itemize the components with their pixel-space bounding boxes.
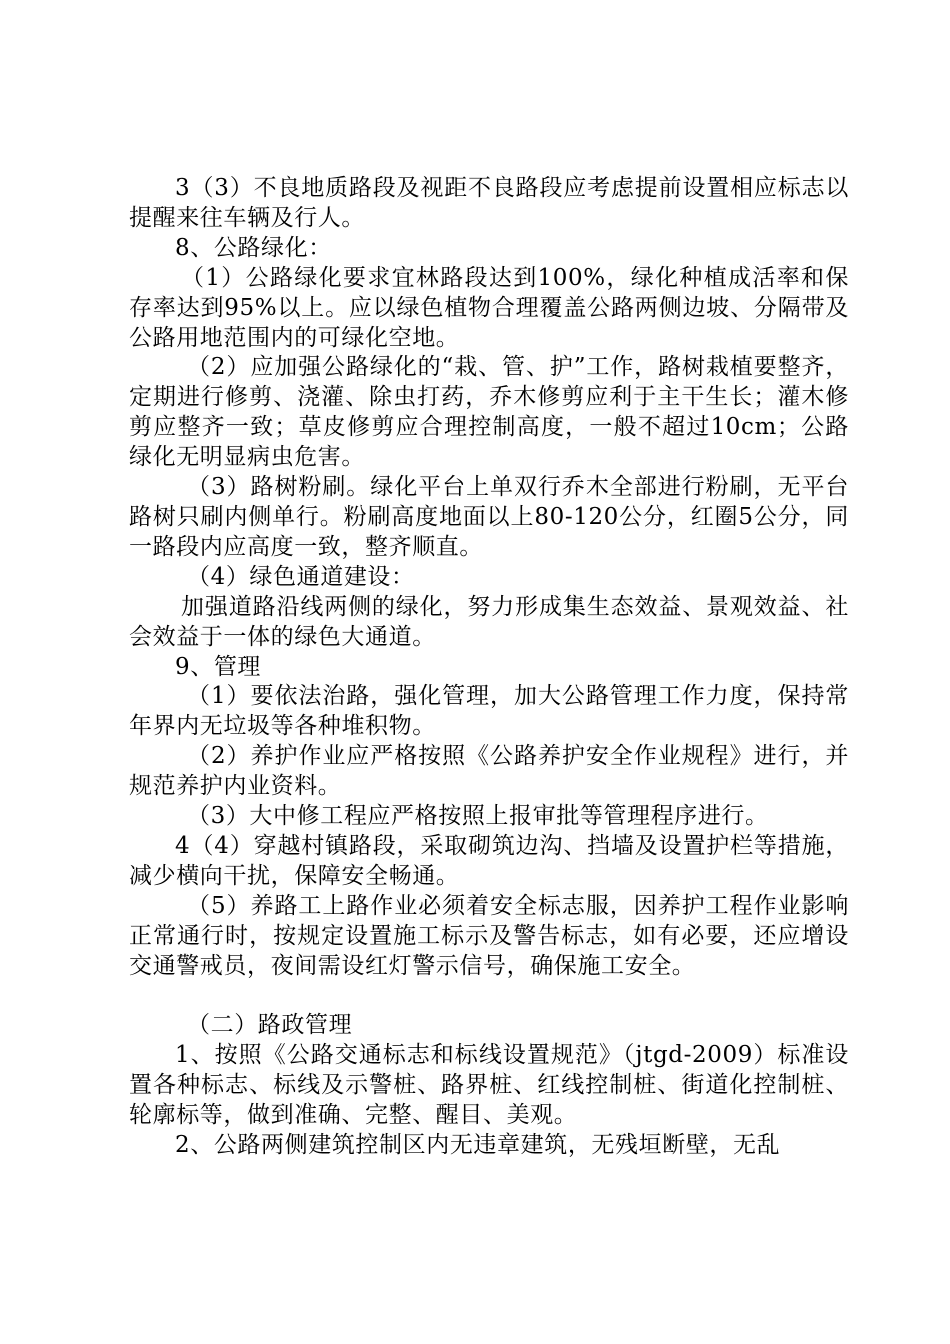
paragraph-9-3: （3）大中修工程应严格按照上报审批等管理程序进行。 [187, 803, 769, 830]
paragraph-9-1: （1）要依法治路，强化管理，加大公路管理工作力度，保持常年界内无垃圾等各种堆积物。 [129, 683, 849, 740]
paragraph-8-1: （1）公路绿化要求宜林路段达到100%，绿化种植成活率和保存率达到95%以上。应以绿色植物合理覆盖公路两侧边坡、分隔带及公路用地范围内的可绿化空地。 [129, 264, 849, 351]
paragraph-9-5: （5）养路工上路作业必须着安全标志服，因养护工程作业影响正常通行时，按规定设置施工标示及警告标志，如有必要，还应增设交通警戒员，夜间需设红灯警示信号，确保施工安全。 [129, 892, 849, 979]
heading-road-administration: （二）路政管理 [187, 1012, 353, 1039]
paragraph-admin-2: 2、公路两侧建筑控制区内无违章建筑，无残垣断壁，无乱 [175, 1132, 781, 1159]
paragraph-9-2: （2）养护作业应严格按照《公路养护安全作业规程》进行，并规范养护内业资料。 [129, 743, 849, 800]
paragraph-green-channel: 加强道路沿线两侧的绿化，努力形成集生态效益、景观效益、社会效益于一体的绿色大通道。 [129, 593, 849, 650]
heading-8-greening: 8、公路绿化： [175, 234, 332, 261]
paragraph-3-3: 3（3）不良地质路段及视距不良路段应考虑提前设置相应标志以提醒来往车辆及行人。 [129, 175, 849, 231]
section-gap [129, 981, 849, 1011]
document-body [129, 174, 849, 1161]
heading-8-4: （4）绿色通道建设： [187, 563, 415, 590]
heading-9-management: 9、管理 [175, 653, 262, 680]
paragraph-admin-1: 1、按照《公路交通标志和标线设置规范》（jtgd-2009）标准设置各种标志、标线及示警桩、路界桩、红线控制桩、街道化控制桩、轮廓标等，做到准确、完整、醒目、美观。 [129, 1042, 849, 1129]
paragraph-8-3: （3）路树粉刷。绿化平台上单双行乔木全部进行粉刷，无平台路树只刷内侧单行。粉刷高度地面以上80-120公分，红圈5公分，同一路段内应高度一致，整齐顺直。 [129, 474, 849, 560]
paragraph-8-2: （2）应加强公路绿化的“栽、管、护”工作，路树栽植要整齐，定期进行修剪、浇灌、除虫打药，乔木修剪应利于主干生长；灌木修剪应整齐一致；草皮修剪应合理控制高度，一般不超过10cm；公路绿化无明显病虫危害。 [129, 354, 849, 471]
paragraph-9-4: 4（4）穿越村镇路段，采取砌筑边沟、挡墙及设置护栏等措施，减少横向干扰，保障安全畅通。 [129, 832, 849, 889]
